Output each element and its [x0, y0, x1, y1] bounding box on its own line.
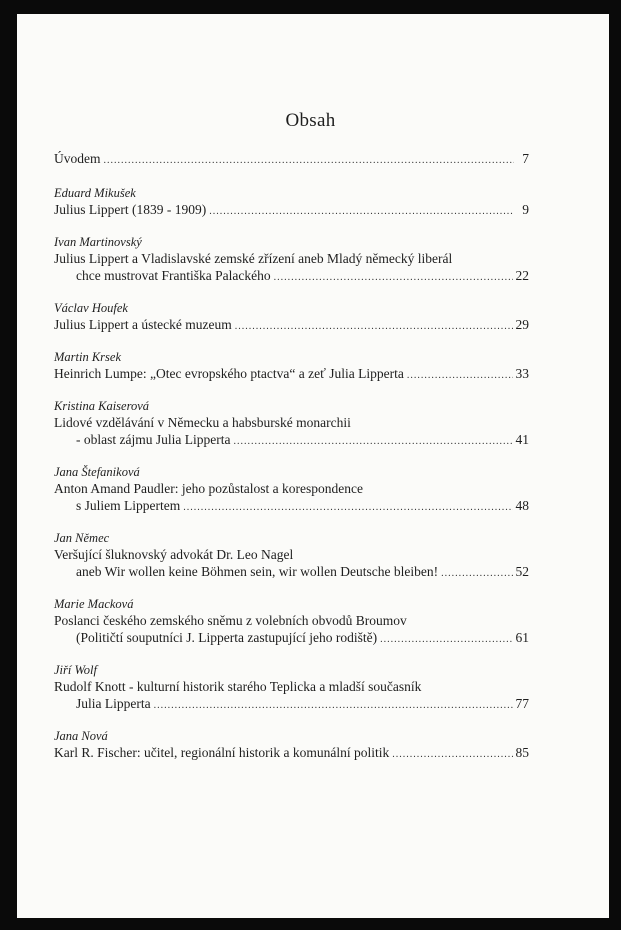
toc-title-line: Poslanci českého zemského sněmu z volebních obvodů Broumov [54, 613, 407, 628]
author-name: Martin Krsek [54, 350, 122, 364]
toc-title-line: Julius Lippert (1839 - 1909) [54, 202, 207, 217]
dot-leader [183, 499, 512, 516]
page-number: 52 [515, 564, 529, 579]
page-number: 9 [522, 202, 529, 217]
toc-entry [54, 150, 529, 169]
toc-entry [54, 530, 529, 582]
toc-title-line: chce mustrovat Františka Palackého [76, 268, 271, 283]
toc-line [54, 678, 529, 695]
author-name: Jiří Wolf [54, 663, 97, 677]
toc-title-line: Heinrich Lumpe: „Otec evropského ptactva“ a zeť Julia Lipperta [54, 366, 404, 381]
toc-line [54, 695, 529, 714]
toc-title-line: Julius Lippert a ústecké muzeum [54, 317, 232, 332]
dot-leader [104, 152, 515, 169]
page-number: 61 [515, 630, 529, 645]
page-number: 48 [515, 498, 529, 513]
toc-line [54, 563, 529, 582]
toc-entry [54, 464, 529, 516]
table-of-contents [54, 150, 529, 777]
author-name: Jana Štefaniková [54, 465, 140, 479]
toc-entry [54, 185, 529, 220]
author-name: Václav Houfek [54, 301, 128, 315]
toc-title-line: (Političtí souputníci J. Lipperta zastupující jeho rodiště) [76, 630, 378, 645]
author-name: Jana Nová [54, 729, 108, 743]
dot-leader [380, 631, 512, 648]
toc-title-line: Julius Lippert a Vladislavské zemské zřízení aneb Mladý německý liberál [54, 251, 453, 266]
toc-line [54, 744, 529, 763]
toc-line [54, 201, 529, 220]
dot-leader [235, 318, 513, 335]
toc-line [54, 497, 529, 516]
dot-leader [392, 746, 512, 763]
toc-line [54, 267, 529, 286]
page-number: 77 [515, 696, 529, 711]
page-number: 33 [515, 366, 529, 381]
toc-line [54, 150, 529, 169]
author-name: Kristina Kaiserová [54, 399, 150, 413]
toc-title-line: Anton Amand Paudler: jeho pozůstalost a korespondence [54, 481, 363, 496]
page-number: 22 [515, 268, 529, 283]
toc-title-line: Úvodem [54, 151, 101, 166]
toc-title-line: - oblast zájmu Julia Lipperta [76, 432, 231, 447]
toc-line [54, 414, 529, 431]
toc-title-line: Rudolf Knott - kulturní historik starého Teplicka a mladší současník [54, 679, 422, 694]
toc-line [54, 480, 529, 497]
toc-line [54, 612, 529, 629]
dot-leader [441, 565, 512, 582]
toc-line [54, 250, 529, 267]
page-number: 7 [522, 151, 529, 166]
author-name: Ivan Martinovský [54, 235, 142, 249]
toc-line [54, 365, 529, 384]
toc-title-line: aneb Wir wollen keine Böhmen sein, wir wollen Deutsche bleiben! [76, 564, 439, 579]
toc-entry [54, 728, 529, 763]
dot-leader [233, 433, 512, 450]
page-title: Obsah [285, 110, 336, 131]
toc-entry [54, 349, 529, 384]
toc-entry [54, 398, 529, 450]
dot-leader [154, 697, 513, 714]
dot-leader [407, 367, 513, 384]
author-name: Marie Macková [54, 597, 134, 611]
dot-leader [274, 269, 513, 286]
toc-line [54, 316, 529, 335]
toc-line [54, 546, 529, 563]
dot-leader [209, 203, 514, 220]
page-number: 85 [515, 745, 529, 760]
toc-title-line: Julia Lipperta [76, 696, 151, 711]
toc-title-line: Karl R. Fischer: učitel, regionální historik a komunální politik [54, 745, 390, 760]
author-name: Jan Němec [54, 531, 110, 545]
toc-title-line: s Juliem Lippertem [76, 498, 181, 513]
toc-entry [54, 300, 529, 335]
author-name: Eduard Mikušek [54, 186, 136, 200]
page-number: 29 [515, 317, 529, 332]
toc-line [54, 431, 529, 450]
toc-entry [54, 234, 529, 286]
toc-line [54, 629, 529, 648]
page-number: 41 [515, 432, 529, 447]
toc-entry [54, 662, 529, 714]
toc-title-line: Lidové vzdělávání v Německu a habsburské monarchii [54, 415, 351, 430]
toc-title-line: Veršující šluknovský advokát Dr. Leo Nagel [54, 547, 294, 562]
toc-entry [54, 596, 529, 648]
